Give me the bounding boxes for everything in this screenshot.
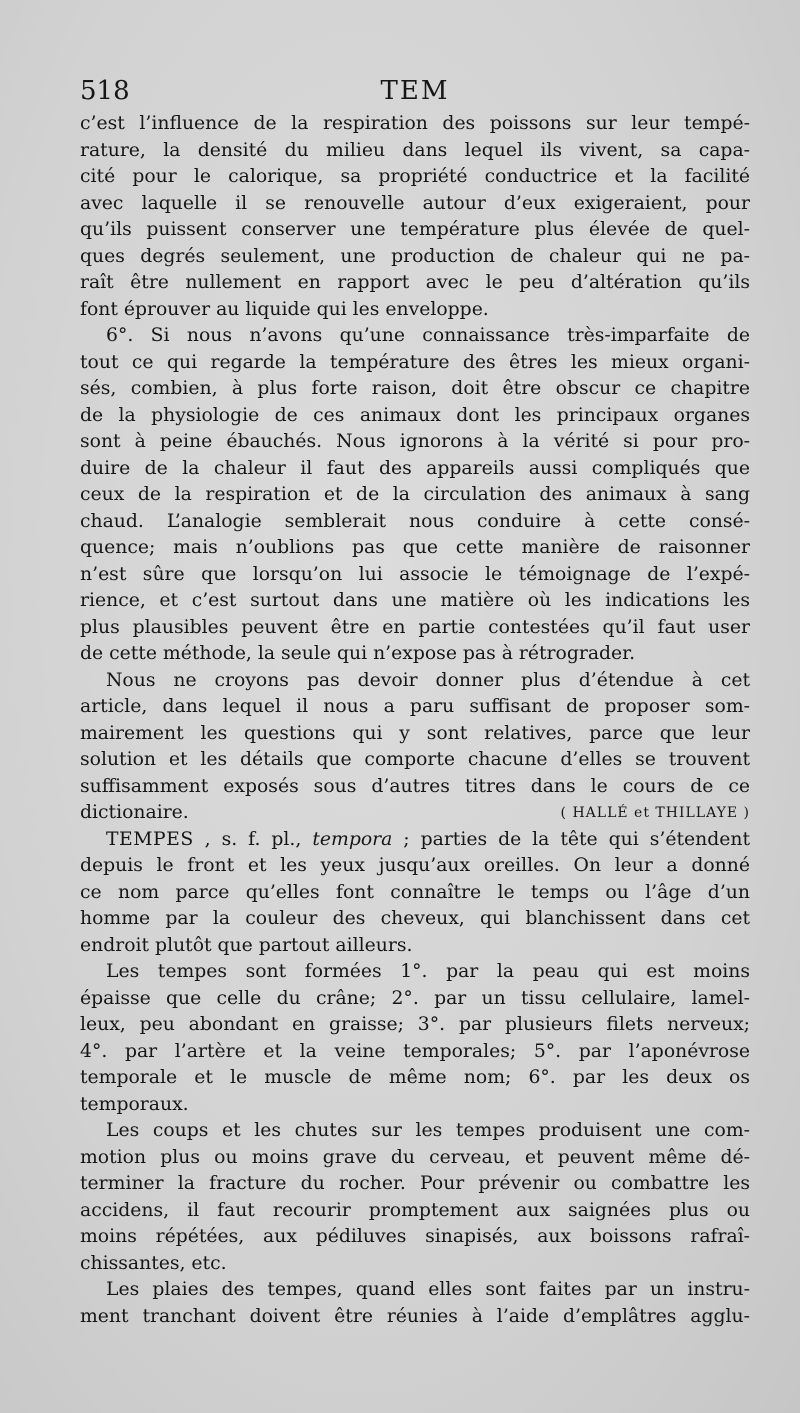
text-line: leux, peu abondant en graisse; 3°. par plusieurs filets nerveux; (80, 1014, 750, 1035)
page-number: 518 (80, 76, 130, 106)
text-line: chissantes, etc. (80, 1252, 227, 1274)
text-line: temporale et le muscle de même nom; 6°. par les deux os (80, 1067, 750, 1088)
text-line-content: dictionaire. (80, 802, 189, 823)
text-line: chaud. L’analogie semblerait nous conduire à cette consé- (80, 510, 750, 532)
text-line: rience, et c’est surtout dans une matière où les indications les (80, 590, 750, 611)
text-line (80, 800, 750, 827)
text-line: cité pour le calorique, sa propriété conductrice et la facilité (80, 166, 750, 187)
text-line: solution et les détails que comporte chacune d’elles se trouvent (80, 749, 750, 770)
text-line: sés, combien, à plus forte raison, doit être obscur ce chapitre (80, 378, 750, 399)
text-line: qu’ils puissent conserver une température plus élevée de quel- (80, 219, 750, 240)
text-line: plus plausibles peuvent être en partie contestées qu’il faut user (80, 616, 750, 638)
running-head (80, 74, 750, 108)
text-line: Les plaies des tempes, quand elles sont faites par un instru- (106, 1279, 750, 1300)
text-line: moins répétées, aux pédiluves sinapisés, aux boissons rafraî- (80, 1226, 750, 1247)
text-line: temporaux. (80, 1093, 189, 1115)
body-text (80, 111, 750, 1330)
text-line: duire de la chaleur il faut des appareils aussi compliqués que (80, 457, 750, 479)
entry-headword: TEMPES (106, 828, 194, 850)
text-line: ment tranchant doivent être réunies à l’aide d’emplâtres agglu- (80, 1305, 750, 1327)
text-line: terminer la fracture du rocher. Pour prévenir ou combattre les (80, 1173, 750, 1194)
text-line: Nous ne croyons pas devoir donner plus d’étendue à cet (106, 669, 750, 691)
text-line: article, dans lequel il nous a paru suffisant de proposer som- (80, 696, 750, 717)
text-line: motion plus ou moins grave du cerveau, et peuvent même dé- (80, 1146, 750, 1168)
text-line: homme par la couleur des cheveux, qui blanchissent dans cet (80, 908, 750, 929)
text-line: de cette méthode, la seule qui n’expose pas à rétrograder. (80, 643, 636, 664)
text-line: quence; mais n’oublions pas que cette manière de raisonner (80, 537, 750, 558)
text-line: accidens, il faut recourir promptement aux saignées plus ou (80, 1199, 750, 1221)
entry-line (80, 827, 750, 854)
text-line: depuis le front et les yeux jusqu’aux oreilles. On leur a donné (80, 855, 750, 876)
text-line: mairement les questions qui y sont relatives, parce que leur (80, 722, 750, 744)
text-line: n’est sûre que lorsqu’on lui associe le témoignage de l’expé- (80, 563, 750, 585)
text-line: sont à peine ébauchés. Nous ignorons à la vérité si pour pro- (80, 431, 750, 452)
text-line: rature, la densité du milieu dans lequel ils vivent, sa capa- (80, 139, 750, 161)
author-signature: ( HALLÉ et THILLAYE ) (560, 805, 750, 821)
text-line: ques degrés seulement, une production de chaleur qui ne pa- (80, 245, 750, 267)
text-line: épaisse que celle du crâne; 2°. par un tissu cellulaire, lamel- (80, 987, 750, 1009)
text-line: Les coups et les chutes sur les tempes produisent une com- (106, 1120, 750, 1141)
text-line: 4°. par l’artère et la veine temporales; 5°. par l’aponévrose (80, 1040, 750, 1062)
text-line: endroit plutôt que partout ailleurs. (80, 934, 413, 956)
text-line: ceux de la respiration et de la circulation des animaux à sang (80, 484, 750, 505)
text-line: tout ce qui regarde la température des êtres les mieux organi- (80, 351, 750, 373)
text-line: ce nom parce qu’elles font connaître le temps ou l’âge d’un (80, 881, 750, 903)
running-title: TEM (380, 76, 450, 106)
text-line: Les tempes sont formées 1°. par la peau qui est moins (106, 961, 750, 982)
text-line: font éprouver au liquide qui les enveloppe. (80, 298, 489, 320)
entry-latin-term: tempora (312, 828, 393, 850)
text-line: 6°. Si nous n’avons qu’une connaissance très-imparfaite de (106, 325, 750, 346)
entry-definition: ; parties de la tête qui s’étendent (392, 828, 750, 850)
text-line: c’est l’influence de la respiration des poissons sur leur tempé- (80, 113, 750, 134)
text-line: avec laquelle il se renouvelle autour d’eux exigeraient, pour (80, 192, 750, 214)
text-line: de la physiologie de ces animaux dont les principaux organes (80, 404, 750, 426)
entry-grammar: , s. f. pl., (193, 828, 313, 850)
text-line: raît être nullement en rapport avec le peu d’altération qu’ils (80, 272, 750, 293)
text-line: suffisamment exposés sous d’autres titres dans le cours de ce (80, 775, 750, 797)
